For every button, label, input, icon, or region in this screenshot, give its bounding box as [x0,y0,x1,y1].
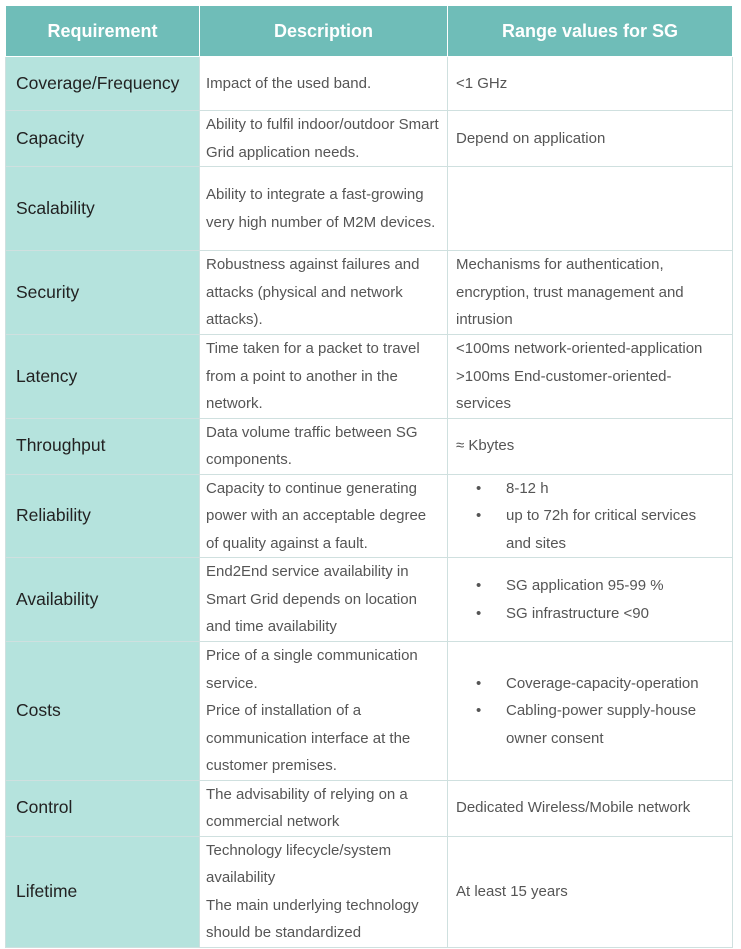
range-text: Dedicated Wireless/Mobile network [456,799,691,817]
range-cell [448,780,733,836]
requirement-cell: Availability [6,558,200,642]
range-cell [448,836,733,947]
table-row [6,418,733,474]
requirement-cell: Capacity [6,111,200,167]
requirement-cell: Latency [6,335,200,419]
range-text: ≈ Kbytes [456,437,515,455]
range-cell [448,111,733,167]
description-text: Price of a single communication service. [206,647,418,692]
range-text: <1 GHz [456,74,508,92]
range-cell [448,167,733,251]
requirement-cell: Costs [6,642,200,781]
range-text: At least 15 years [456,882,568,900]
header-requirement: Requirement [6,6,200,57]
description-text: Ability to integrate a fast-growing very high number of M2M devices. [206,186,436,231]
header-range-values: Range values for SG [448,6,733,57]
range-bullet-item: • 8-12 h [448,475,724,503]
table-row [6,474,733,558]
range-bullet-item: • SG application 95-99 % [448,572,724,600]
description-text: Data volume traffic between SG components. [206,423,418,468]
description-text: Capacity to continue generating power with an acceptable degree of quality against a fault. [206,479,427,552]
requirement-cell: Throughput [6,418,200,474]
table-row [6,167,733,251]
range-cell [448,418,733,474]
range-text: Depend on application [456,129,606,147]
range-text: <100ms network-oriented-application [456,340,703,357]
description-text: Price of installation of a communication interface at the customer premises. [206,702,411,774]
header-row [6,6,733,57]
table-row [6,57,733,111]
range-bullet-list [448,475,724,558]
table-row [6,642,733,781]
description-text: Ability to fulfil indoor/outdoor Smart Grid application needs. [206,116,439,161]
header-description: Description [200,6,448,57]
range-bullet-list [448,572,724,627]
range-cell [448,642,733,781]
description-text: Technology lifecycle/system availability [206,841,392,886]
range-text: Mechanisms for authentication, encryption, trust management and intrusion [456,256,684,329]
description-cell [200,780,448,836]
table-body [6,57,733,948]
requirements-table [5,5,733,948]
description-cell [200,642,448,781]
description-text: Impact of the used band. [206,74,372,92]
description-text: Time taken for a packet to travel from a point to another in the network. [206,340,420,412]
range-bullet-item: • up to 72h for critical services and sites [448,502,724,557]
table-row [6,836,733,947]
description-cell [200,335,448,419]
table-row [6,111,733,167]
table-row [6,780,733,836]
range-cell [448,57,733,111]
description-cell [200,558,448,642]
range-bullet-list [448,670,724,753]
description-cell [200,57,448,111]
requirement-cell: Security [6,251,200,335]
requirements-table-container [5,5,732,948]
requirement-cell: Lifetime [6,836,200,947]
table-row [6,251,733,335]
description-cell [200,167,448,251]
requirement-cell: Coverage/Frequency [6,57,200,111]
range-cell [448,335,733,419]
description-cell [200,474,448,558]
requirement-cell: Reliability [6,474,200,558]
table-header [6,6,733,57]
description-text: The advisability of relying on a commercial network [206,785,408,830]
description-text: Robustness against failures and attacks (physical and network attacks). [206,256,420,329]
description-text: The main underlying technology should be standardized [206,896,419,941]
description-cell [200,836,448,947]
description-cell [200,418,448,474]
table-row [6,335,733,419]
range-cell [448,251,733,335]
requirement-cell: Control [6,780,200,836]
description-text: End2End service availability in Smart Grid depends on location and time availability [206,563,417,636]
range-cell [448,558,733,642]
table-row [6,558,733,642]
description-cell [200,251,448,335]
description-cell [200,111,448,167]
range-bullet-item: • Coverage-capacity-operation [448,670,724,698]
range-cell [448,474,733,558]
range-text: >100ms End-customer-oriented-services [456,367,672,412]
range-bullet-item: • SG infrastructure <90 [448,600,724,628]
requirement-cell: Scalability [6,167,200,251]
range-bullet-item: • Cabling-power supply-house owner consent [448,697,724,752]
